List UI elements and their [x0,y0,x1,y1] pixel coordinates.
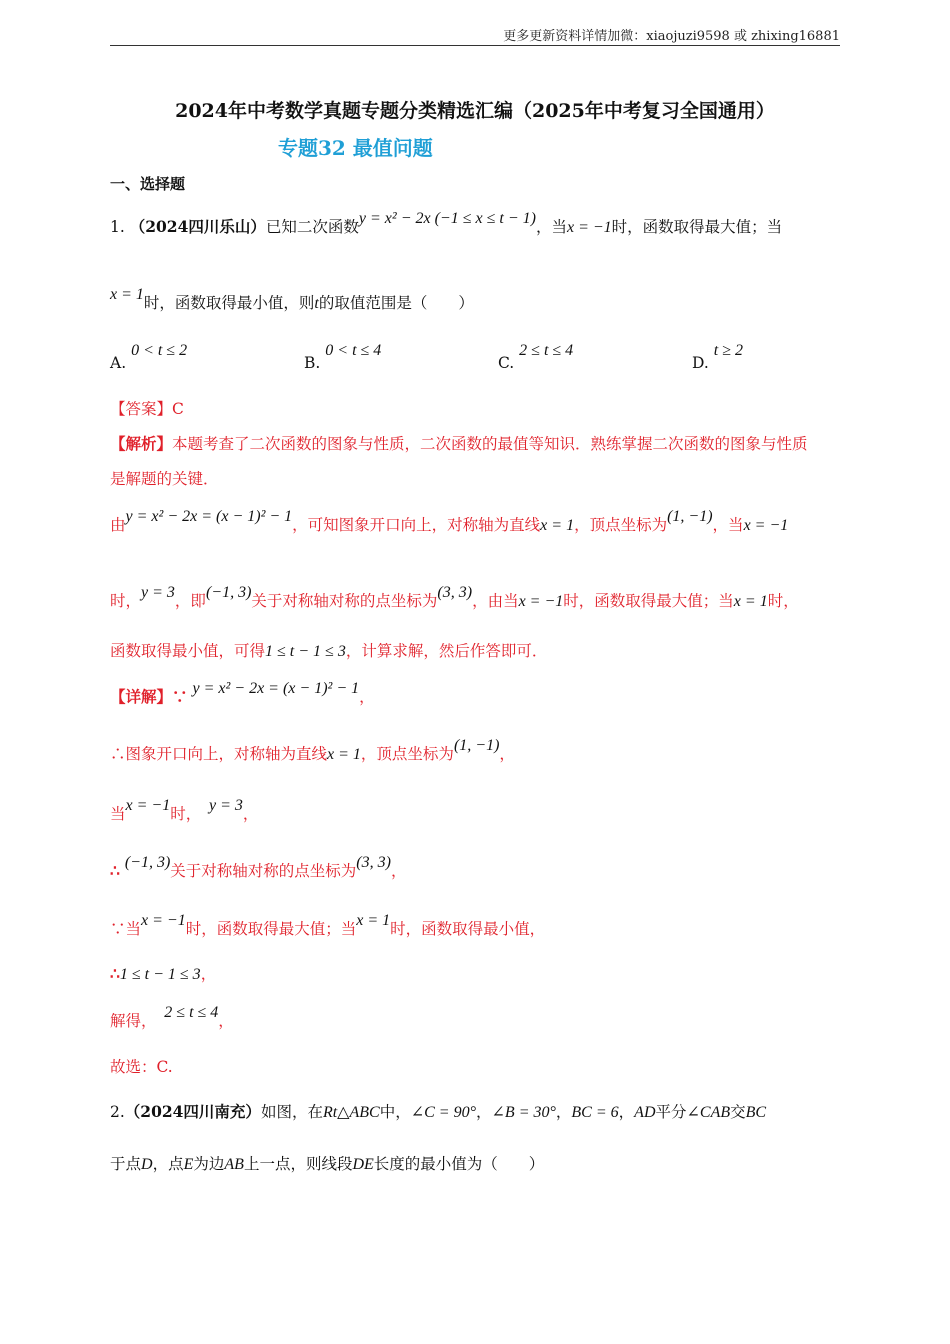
q1-function: y = x² − 2x (−1 ≤ x ≤ t − 1) [358,210,536,227]
q1-detail-line2 [110,737,840,764]
math-expr: AB [224,1156,244,1173]
punct: ， [390,862,407,880]
q1-stem-line1 [110,210,840,237]
math-expr: x = 1 [540,517,575,534]
math-expr: AD [634,1104,656,1121]
q1-var-t: t [314,295,319,312]
math-expr: y = 3 [209,797,243,814]
math-expr: 1 ≤ t − 1 ≤ 3 [119,966,201,983]
math-expr: (3, 3) [356,854,391,871]
q2-text: 为边 [193,1155,225,1173]
q2-text: 平分 [655,1103,687,1121]
analysis-text: ，即 [174,592,206,610]
detail-text: 时， [170,805,194,823]
q2-text: 于点 [110,1155,142,1173]
math-expr: (−1, 3) [205,584,252,601]
q2-text: 如图，在 [260,1103,323,1121]
math-expr: ∠B = 30° [491,1104,556,1121]
q1-option-d[interactable] [692,341,743,372]
option-label: C. [498,354,515,372]
math-expr: (3, 3) [437,584,473,601]
header-divider [110,45,840,46]
option-expr: 0 < t ≤ 4 [325,342,382,359]
detail-text: ∴图象开口向上，对称轴为直线 [110,745,328,763]
punct: ， [200,965,217,983]
detail-text: 关于对称轴对称的点坐标为 [170,862,357,880]
analysis-text: 由 [110,516,126,534]
q1-text: 时，函数取得最小值，则 [143,294,315,312]
detail-text: 时，函数取得最大值；当 [185,920,357,938]
q1-detail-line1 [110,680,840,707]
math-expr: 2 ≤ t ≤ 4 [164,1004,219,1021]
math-expr: DE [352,1156,374,1173]
section-heading: 一、选择题 [110,175,186,193]
punct: ， [359,688,375,706]
punct: ， [499,745,515,763]
math-expr: D [141,1156,153,1173]
q1-cond-max: x = −1 [566,219,612,236]
analysis-text: ，由当 [472,592,519,610]
math-expr: (1, −1) [667,508,713,525]
answer-label: 【答案】 [110,400,173,418]
analysis-text: 时， [110,592,142,610]
q1-detail-line6 [110,965,840,984]
q1-option-c[interactable] [498,341,574,372]
math-expr: Rt△ABC [322,1104,380,1121]
analysis-text: 时， [767,592,799,610]
option-label: B. [304,354,321,372]
q2-source: （2024四川南充） [124,1102,261,1121]
option-expr: t ≥ 2 [713,342,743,359]
math-expr: y = 3 [141,584,175,601]
math-expr: y = x² − 2x = (x − 1)² − 1 [192,680,360,697]
math-expr: 1 ≤ t − 1 ≤ 3 [265,643,346,660]
option-expr: 0 < t ≤ 2 [131,342,188,359]
q1-text: ，当 [535,218,567,236]
punct: ， [618,1103,635,1121]
analysis-text: 函数取得最小值，可得 [110,642,266,660]
q1-number: 1. [110,218,125,236]
analysis-text: 关于对称轴对称的点坐标为 [251,592,438,610]
q2-text: 中， [379,1103,411,1121]
q1-source: （2024四川乐山） [129,217,266,236]
q1-text: 的取值范围是（ ） [318,294,474,312]
math-expr: ∠CAB [686,1104,731,1121]
q2-text: ，点 [152,1155,184,1173]
q1-conclusion: 故选：C. [110,1058,173,1076]
answer-value: C [172,400,184,418]
q1-stem-line2 [110,286,840,313]
math-expr: ∠C = 90° [410,1104,476,1121]
detail-text: 解得， [110,1012,149,1030]
math-expr: x = −1 [518,593,564,610]
q2-text: 交 [730,1103,746,1121]
analysis-text: ，当 [712,516,744,534]
analysis-label: 【解析】 [110,434,173,453]
punct: ， [476,1103,492,1121]
q1-answer [110,400,840,419]
detail-text: 当 [110,805,126,823]
q1-detail-line3 [110,797,840,824]
q2-text: 上一点，则线段 [243,1155,353,1173]
math-expr: E [183,1156,194,1173]
math-expr: x = −1 [743,517,789,534]
q1-option-a[interactable] [110,341,188,372]
q1-option-b[interactable] [304,341,382,372]
option-label: D. [692,354,709,372]
math-expr: (1, −1) [453,737,500,754]
q2-stem-line2 [110,1155,840,1174]
therefore-symbol: ∴ [110,861,120,880]
therefore-symbol: ∴ [110,964,120,983]
q1-analysis-line5 [110,642,840,661]
option-expr: 2 ≤ t ≤ 4 [519,342,574,359]
q1-detail-line4 [110,854,840,881]
math-expr: x = −1 [125,797,171,814]
analysis-text: ，计算求解，然后作答即可． [345,642,548,660]
detail-text: ∵当 [110,920,142,938]
q1-cond-min: x = 1 [110,286,144,303]
punct: ， [242,805,259,823]
q1-analysis-line3 [110,508,840,535]
q1-text: 时，函数取得最大值；当 [611,218,783,236]
analysis-text: 时，函数取得最大值；当 [563,592,734,610]
header-contact: 更多更新资料详情加微：xiaojuzi9598 或 zhixing16881 [503,29,840,44]
detail-text: ，顶点坐标为 [360,745,454,763]
detail-text: 时，函数取得最小值， [390,920,546,938]
q1-detail-line5 [110,912,840,939]
math-expr: x = 1 [733,593,768,610]
option-label: A. [110,354,127,372]
analysis-text: 本题考查了二次函数的图象与性质，二次函数的最值等知识．熟练掌握二次函数的图象与性质 [172,435,808,453]
q1-text: 已知二次函数 [265,218,359,236]
q1-analysis-line4 [110,584,840,611]
analysis-text: ，可知图象开口向上，对称轴为直线 [292,516,541,534]
q1-detail-line7 [110,1004,840,1031]
math-expr: x = 1 [356,912,391,929]
punct: ， [218,1012,234,1030]
q2-stem-line1 [110,1103,840,1122]
because-symbol: ∵ [172,687,188,706]
math-expr: BC [745,1104,767,1121]
document-title: 2024年中考数学真题专题分类精选汇编（2025年中考复习全国通用） [175,100,775,122]
math-expr: (−1, 3) [124,854,171,871]
q2-text: 长度的最小值为（ ） [373,1155,545,1173]
q1-analysis-line1 [110,435,840,454]
math-expr: x = −1 [141,912,186,929]
math-expr: BC = 6 [571,1104,619,1121]
document-subtitle: 专题32 最值问题 [278,136,433,160]
detail-label: 【详解】 [110,687,173,706]
math-expr: y = x² − 2x = (x − 1)² − 1 [125,508,293,525]
math-expr: x = 1 [327,746,361,763]
punct: ， [555,1103,572,1121]
q1-analysis-line2: 是解题的关键． [110,470,219,488]
analysis-text: ，顶点坐标为 [574,516,668,534]
q2-number: 2. [110,1103,125,1121]
